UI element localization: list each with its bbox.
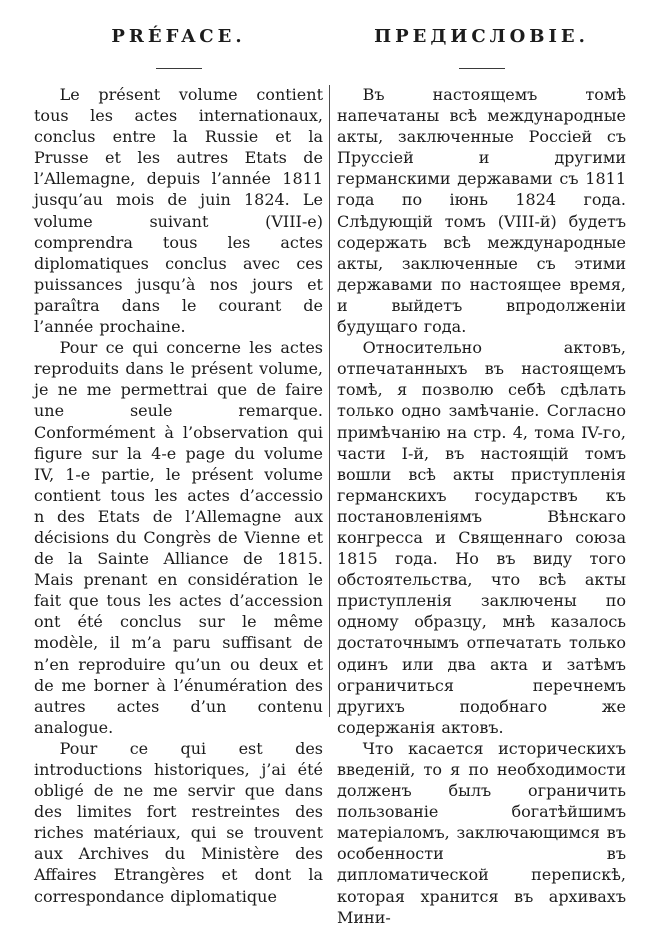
- russian-paragraph: Въ настоящемъ томѣ напечатаны всѣ международные акты, заключенные Россіей съ Пруссіей и другими германскими державами съ 1811 года по іюнь 1824 года. Слѣдующій томъ (VIII-й) будетъ содержать всѣ международные акты, заключенные съ этими державами по настоящее время, и выйдетъ впродолженіи будущаго года.: [337, 85, 626, 337]
- french-paragraph: Pour ce qui concerne les actes reproduits dans le présent volume, je ne me permettrai que de faire une seule remarque. Conformément à l’observation qui figure sur la 4-e page du volume IV, 1-e partie, le présent volume contient tous les actes d’accessio n des Etats de l’Allemagne aux décisions du Congrès de Vienne et de la Sainte Alliance de 1815. Mais prenant en considération le fait que tous les actes d’accession ont été conclus sur le même modèle, il m’a paru suffisant de n’en reproduire qu’un ou deux et de me borner à l’énumération des autres actes d’un contenu analogue.: [34, 338, 323, 737]
- russian-paragraph: Относительно актовъ, отпечатанныхъ въ настоящемъ томѣ, я позволю себѣ сдѣлать только одно замѣчаніе. Согласно примѣчанію на стр. 4, тома IV-го, части I-й, въ настоящій томъ вошли всѣ акты приступленія германскихъ государствъ къ постановленіямъ Вѣнскаго конгресса и Священнаго союза 1815 года. Но въ виду того обстоятельства, что всѣ акты приступленія заключены по одному образцу, мнѣ казалось достаточнымъ отпечатать только одинъ или два акта и затѣмъ ограничиться перечнемъ другихъ подобнаго же содержанія актовъ.: [337, 338, 626, 737]
- heading-rule-left: [156, 68, 202, 69]
- two-column-layout: [34, 26, 627, 926]
- russian-paragraph: Что касается историческихъ введеній, то я по необходимости долженъ былъ ограничить пользованіе богатѣйшимъ матеріаломъ, заключающимся въ особенности въ дипломатической перепискѣ, которая хранится въ архивахъ Мини-: [337, 738, 626, 926]
- russian-column: [337, 26, 626, 926]
- french-paragraph: Pour ce qui est des introductions historiques, j’ai été obligé de ne me servir que dans des limites fort restreintes des riches matériaux, qui se trouvent aux Archives du Ministère des Affaires Etrangères et dont la correspondance diplomatique: [34, 738, 323, 906]
- preface-heading-russian: ПРЕДИСЛОВІЕ.: [374, 26, 589, 47]
- french-paragraph: Le présent volume contient tous les actes internationaux, conclus entre la Russie et la Prusse et les autres Etats de l’Allemagne, depuis l’année 1811 jusqu’au mois de juin 1824. Le volume suivant (VIII-e) comprendra tous les actes diplomatiques conclus avec ces puissances jusqu’à nos jours et paraîtra dans le courant de l’année prochaine.: [34, 85, 323, 337]
- column-divider: [329, 85, 330, 717]
- heading-rule-right: [459, 68, 505, 69]
- french-column: [34, 26, 323, 907]
- preface-heading-french: PRÉFACE.: [111, 26, 246, 47]
